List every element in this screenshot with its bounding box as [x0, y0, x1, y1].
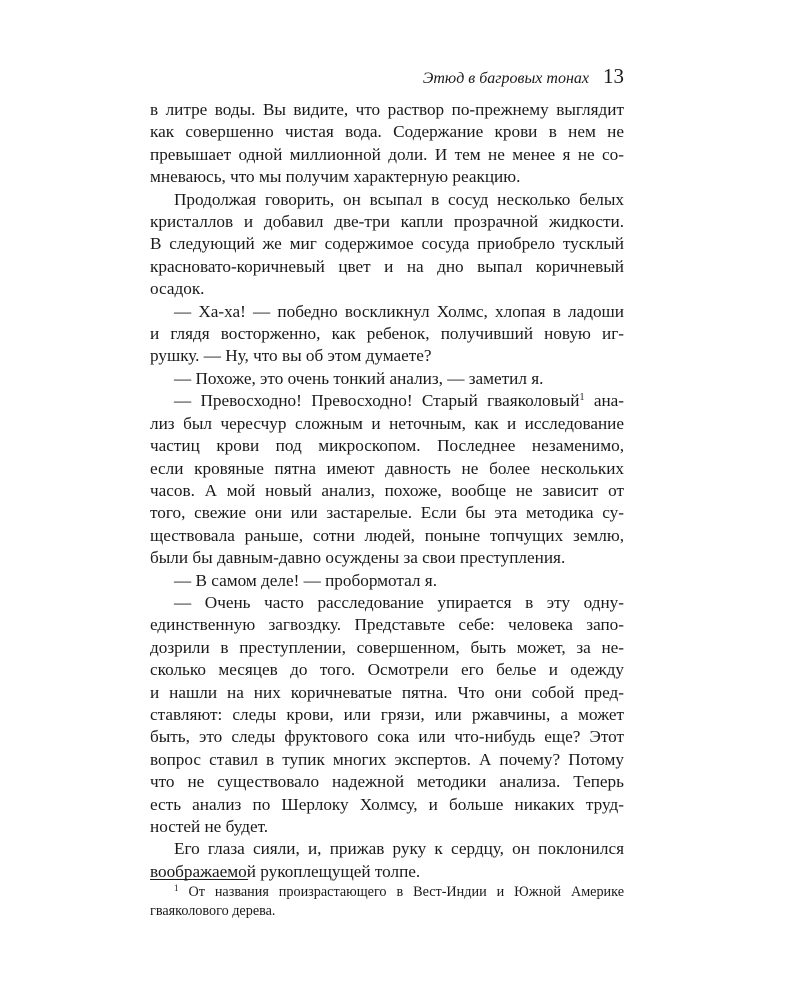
footnote-divider	[150, 879, 248, 880]
text-line: — Похоже, это очень тонкий анализ, — заметил я.	[174, 368, 544, 388]
text-line: были бы давным-давно осуждены за свои преступления.	[150, 548, 566, 568]
text-line: рушку. — Ну, что вы об этом думаете?	[150, 346, 432, 366]
text-line: ществовала раньше, сотни людей, поныне топчущих землю,	[150, 525, 624, 545]
text-line: — В самом деле! — пробормотал я.	[174, 570, 437, 590]
text-fragment: — Превосходно! Превосходно! Старый гваяколовый	[174, 391, 580, 411]
text-line: и нашли на них коричневатые пятна. Что они собой пред-	[150, 682, 624, 702]
text-line	[150, 390, 624, 412]
text-line: кристаллов и добавил две-три капли прозрачной жидкости.	[150, 212, 624, 232]
footnote	[150, 883, 624, 921]
running-head	[150, 64, 624, 89]
footnote-text: От названия произрастающего в Вест-Индии и Южной Америке	[178, 884, 624, 900]
footnote-number: 1	[174, 883, 179, 893]
text-line: ностей не будет.	[150, 817, 269, 836]
text-line: мневаюсь, что мы получим характерную реакцию.	[150, 167, 521, 187]
text-line: частиц крови под микроскопом. Последнее незаменимо,	[150, 436, 624, 456]
text-line: Его глаза сияли, и, прижав руку к сердцу, он поклонился	[174, 839, 624, 859]
text-line: воображаемой рукоплещущей толпе.	[150, 861, 421, 881]
footnote-line: гваяколового дерева.	[150, 903, 276, 919]
text-line: — Очень часто расследование упирается в эту одну-	[174, 592, 624, 612]
text-line: того, свежие они или застарелые. Если бы эта методика су-	[150, 503, 624, 523]
text-line: в литре воды. Вы видите, что раствор по-прежнему выглядит	[150, 100, 624, 119]
running-title: Этюд в багровых тонах	[422, 70, 589, 87]
text-line: быть, это следы фруктового сока или что-нибудь еще? Этот	[150, 727, 624, 747]
text-line: есть анализ по Шерлоку Холмсу, и больше никаких труд-	[150, 794, 624, 814]
text-line: Продолжая говорить, он всыпал в сосуд несколько белых	[174, 189, 624, 209]
body-text	[150, 99, 624, 883]
text-line: дозрили в преступлении, совершенном, быть может, за не-	[150, 637, 624, 657]
text-line: вопрос ставил в тупик многих экспертов. А почему? Потому	[150, 749, 624, 769]
text-line: если кровяные пятна имеют давность не более нескольких	[150, 458, 624, 478]
text-line: В следующий же миг содержимое сосуда приобрело тусклый	[150, 234, 624, 254]
text-line: единственную загвоздку. Представьте себе: человека запо-	[150, 615, 624, 635]
text-line: сколько месяцев до того. Осмотрели его белье и одежду	[150, 660, 624, 680]
text-line: что не существовало надежной методики анализа. Теперь	[150, 772, 624, 792]
text-line: как совершенно чистая вода. Содержание крови в нем не	[150, 122, 624, 142]
text-line: ставляют: следы крови, или грязи, или ржавчины, а может	[150, 704, 624, 724]
footnote-marker: 1	[579, 392, 585, 404]
text-line: красновато-коричневый цвет и на дно выпал коричневый	[150, 256, 624, 276]
text-line: и глядя восторженно, как ребенок, получивший новую иг-	[150, 324, 624, 344]
text-line: осадок.	[150, 279, 205, 299]
text-fragment: ана-	[584, 391, 624, 411]
text-line: превышает одной миллионной доли. И тем не менее я не со-	[150, 144, 624, 164]
footnote-line	[150, 883, 624, 902]
text-line: часов. А мой новый анализ, похоже, вообще не зависит от	[150, 480, 624, 500]
text-line: — Ха-ха! — победно воскликнул Холмс, хлопая в ладоши	[174, 301, 624, 321]
page-number: 13	[603, 64, 624, 88]
text-line: лиз был чересчур сложным и неточным, как и исследование	[150, 413, 624, 433]
